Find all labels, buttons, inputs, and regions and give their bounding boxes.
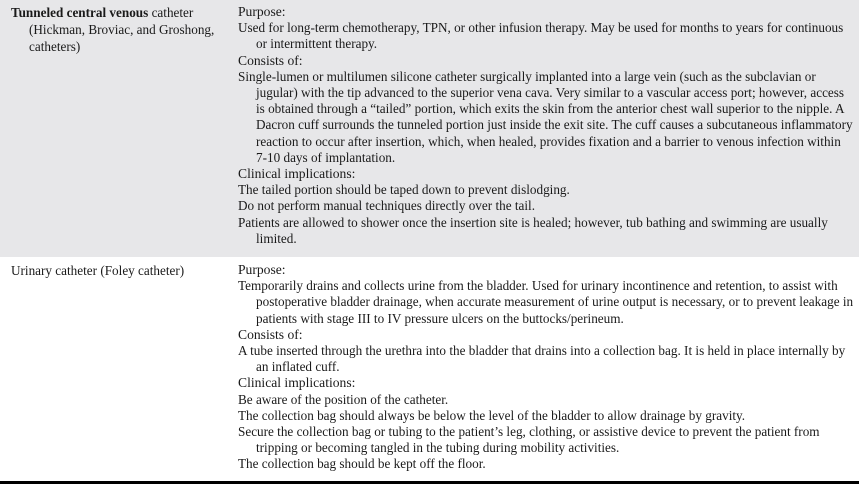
clinical-item: Do not perform manual techniques directly over the tail. (238, 198, 535, 214)
bottom-rule (0, 481, 859, 484)
purpose-heading: Purpose: (238, 262, 286, 277)
consists-heading: Consists of: (238, 52, 303, 68)
clinical-heading: Clinical implications: (238, 375, 356, 391)
row-name-rest: catheter (Hickman, Broviac, and Groshong, catheters) (29, 5, 215, 54)
purpose-text: Temporarily drains and collects urine from the bladder. Used for urinary incontinence and retention, to assist with postoperative bladder drainage, when accurate measurement of urine output is necessary, or to prevent leakage in patients with stage III to IV pressure ulcers on the buttocks/perineum. (238, 278, 854, 326)
row-name (11, 4, 221, 55)
clinical-heading: Clinical implications: (238, 166, 356, 182)
clinical-item: The tailed portion should be taped down to prevent dislodging. (238, 182, 570, 198)
clinical-item: The collection bag should always be below the level of the bladder to allow drainage by gravity. (238, 407, 746, 423)
clinical-item: Patients are allowed to shower once the insertion site is healed; however, tub bathing and swimming are usually limited. (238, 214, 828, 246)
purpose-text: Used for long-term chemotherapy, TPN, or other infusion therapy. May be used for months to years for continuous or intermittent therapy. (238, 20, 844, 52)
consists-text: A tube inserted through the urethra into the bladder that drains into a collection bag. It is held in place internally by an inflated cuff. (238, 343, 846, 375)
row-name-bold: Tunneled central venous (11, 5, 149, 20)
row-name (11, 262, 221, 279)
clinical-item: Be aware of the position of the catheter. (238, 391, 449, 407)
row-description (238, 4, 854, 247)
table-row (0, 257, 859, 481)
consists-heading: Consists of: (238, 326, 303, 342)
clinical-item: Secure the collection bag or tubing to the patient’s leg, clothing, or assistive device to prevent the patient from tripping or becoming tangled in the tubing during mobility activities. (238, 424, 820, 456)
row-name-rest: Urinary catheter (Foley catheter) (11, 263, 185, 278)
purpose-heading: Purpose: (238, 4, 286, 19)
clinical-item: The collection bag should be kept off the floor. (238, 456, 486, 472)
row-description (238, 262, 854, 473)
consists-text: Single-lumen or multilumen silicone catheter surgically implanted into a large vein (such as the subclavian or jugular) with the tip advanced to the superior vena cava. Very similar to a vascular access port; however, access is obtained through a “tailed” portion, which exits the skin from the anterior chest wall superior to the nipple. A Dacron cuff surrounds the tunneled portion just inside the exit site. The cuff causes a subcutaneous inflammatory reaction to occur after insertion, which, when healed, provides fixation and a barrier to venous infection within 7-10 days of implantation. (238, 68, 853, 165)
